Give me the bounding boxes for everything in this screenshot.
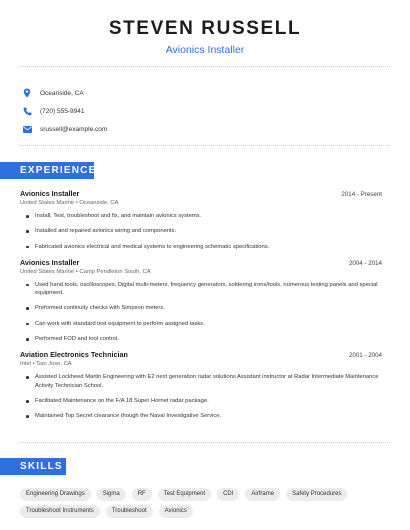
job-location: San Jose, CA bbox=[36, 361, 72, 368]
job-org: United States Marine bbox=[20, 200, 75, 206]
job-bullet: Assisted Lockheed Martin Engineering with E2 next generation radar solutions Assistant instructor at Radar Intermediate Maintenance Activity Technician School. bbox=[26, 373, 382, 390]
experience-section-heading: EXPERIENCE bbox=[0, 162, 94, 179]
resume-header bbox=[0, 0, 410, 57]
job-title: Aviation Electronics Technician bbox=[20, 350, 128, 360]
contact-email-text: srussell@example.com bbox=[40, 125, 108, 133]
job-employer: United States Marine • Oceanside, CA bbox=[20, 200, 119, 206]
job-bullet: Facilitated Maintenance on the F/A 18 Super Hornet radar package. bbox=[26, 397, 382, 405]
location-pin-icon bbox=[22, 88, 32, 98]
candidate-name: STEVEN RUSSELL bbox=[108, 18, 302, 39]
job-title: Avionics Installer bbox=[20, 257, 80, 267]
job-org: United States Marine bbox=[20, 268, 75, 275]
skill-chip: Troubleshoot bbox=[106, 505, 153, 518]
skill-chip: CDI bbox=[217, 488, 239, 501]
job-bullets bbox=[20, 281, 382, 343]
job-title: Avionics Installer bbox=[20, 189, 80, 198]
job-entry bbox=[20, 258, 382, 343]
contact-divider bbox=[20, 145, 390, 146]
candidate-title: Avionics Installer bbox=[165, 44, 245, 56]
contact-phone-text: (720) 555-9941 bbox=[40, 107, 85, 115]
job-employer: Intel • San Jose, CA bbox=[20, 361, 72, 368]
email-icon bbox=[22, 124, 32, 134]
contact-location bbox=[22, 84, 107, 102]
contact-phone bbox=[22, 102, 107, 120]
job-entry bbox=[20, 350, 382, 420]
contact-location-text: Oceanside, CA bbox=[40, 89, 84, 97]
contact-list bbox=[22, 84, 107, 138]
job-bullet: Fabricated avionics electrical and medical systems to engineering schematic specifications. bbox=[26, 243, 382, 251]
job-entry bbox=[20, 189, 382, 251]
contact-email bbox=[22, 120, 107, 138]
job-bullet: Can work with standard test equipment to perform assigned tasks. bbox=[26, 320, 382, 328]
job-bullet: Performed FOD and tool control. bbox=[26, 335, 382, 343]
skill-chip: RF bbox=[132, 488, 152, 501]
experience-divider bbox=[20, 442, 390, 443]
experience-list bbox=[20, 189, 382, 428]
job-org: Intel bbox=[20, 361, 31, 368]
job-bullets bbox=[20, 373, 382, 420]
header-divider bbox=[20, 66, 390, 67]
job-bullet: Used hand tools, oscilloscopes, Digital multi-meters, frequency generators, soldering irons/tools, numerous testing panels and special equipment. bbox=[26, 281, 382, 298]
job-location: Camp Pendleton South, CA bbox=[79, 268, 151, 275]
job-dates: 2004 - 2014 bbox=[348, 259, 382, 267]
job-employer: United States Marine • Camp Pendleton South, CA bbox=[20, 268, 151, 275]
job-dates: 2014 - Present bbox=[341, 191, 382, 198]
skill-chip: Engineering Drawings bbox=[20, 488, 91, 501]
skill-chip: Avionics bbox=[159, 505, 193, 518]
skill-chip: Test Equipment bbox=[158, 488, 211, 501]
skill-chip: Airframe bbox=[245, 488, 280, 501]
job-dates: 2001 - 2004 bbox=[348, 352, 382, 360]
skill-chip: Troubleshoot Instruments bbox=[20, 505, 100, 518]
skills-section-heading: SKILLS bbox=[0, 458, 66, 475]
skill-chip: Safety Procedures bbox=[286, 488, 347, 501]
skills-list bbox=[20, 488, 396, 518]
job-bullet: Preformed continuity checks with Simpson meters. bbox=[26, 304, 382, 312]
skill-chip: Sigma bbox=[97, 488, 126, 501]
job-bullet: Maintained Top Secret clearance though the Naval Investigative Service. bbox=[26, 412, 382, 420]
job-bullet: Install, Test, troubleshoot and fix, and maintain avionics systems. bbox=[26, 212, 382, 220]
job-location: Oceanside, CA bbox=[79, 200, 119, 206]
job-bullets bbox=[20, 212, 382, 251]
job-bullet: Installed and repaired avionics wiring and components. bbox=[26, 227, 382, 235]
phone-icon bbox=[22, 106, 32, 116]
